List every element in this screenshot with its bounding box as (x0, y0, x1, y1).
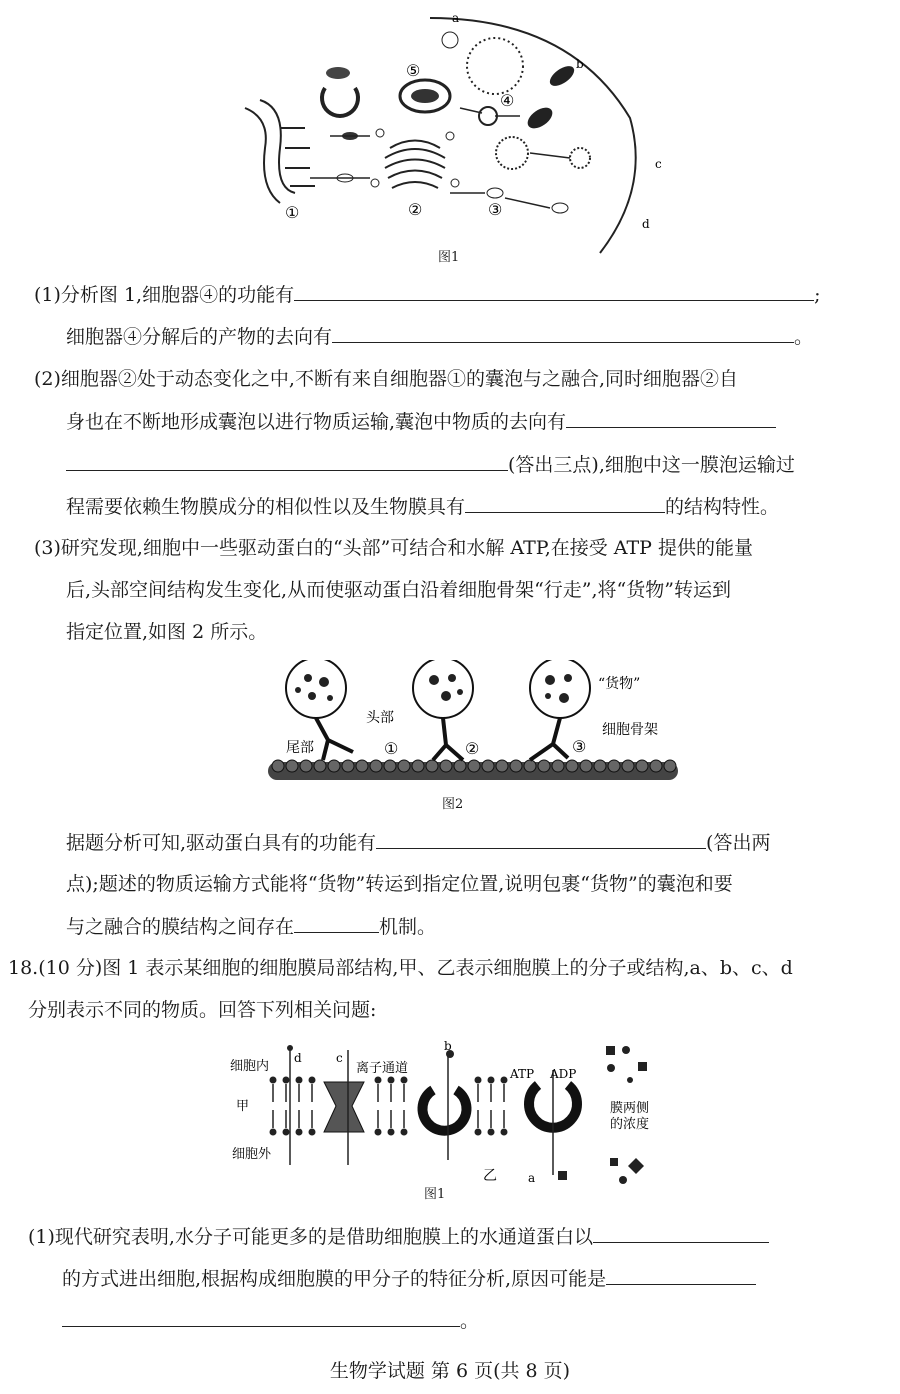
label-atp: ATP (510, 1067, 535, 1081)
answer-blank[interactable] (606, 1266, 756, 1285)
q18-part1-line2: 的方式进出细胞,根据构成细胞膜的甲分子的特征分析,原因可能是 (62, 1266, 756, 1291)
label-yi: 乙 (483, 1168, 497, 1184)
answer-blank[interactable] (294, 914, 379, 933)
q17-part2-line2: 身也在不断地形成囊泡以进行物质运输,囊泡中物质的去向有 (66, 409, 776, 434)
label-b: b (576, 57, 584, 71)
label-d: d (294, 1051, 302, 1065)
label-organelle-4: ④ (500, 91, 515, 110)
label-cell-inside: 细胞内 (230, 1059, 270, 1074)
figure-1-caption: 图1 (438, 250, 460, 265)
answer-blank[interactable] (465, 494, 665, 513)
cell-organelle-figure (230, 8, 670, 268)
q17-part2-line1: (2)细胞器②处于动态变化之中,不断有来自细胞器①的囊泡与之融合,同时细胞器②自 (34, 368, 738, 390)
label-d: d (642, 217, 650, 231)
label-step-3: ③ (572, 737, 587, 756)
label-organelle-3: ③ (488, 200, 503, 219)
label-ion-channel: 离子通道 (356, 1061, 409, 1076)
q17-part3-line5: 点);题述的物质运输方式能将“货物”转运到指定位置,说明包裹“货物”的囊泡和要 (66, 873, 733, 895)
answer-blank[interactable] (62, 1308, 460, 1327)
label-step-2: ② (465, 739, 480, 758)
answer-blank[interactable] (593, 1224, 769, 1243)
q18-intro-line2: 分别表示不同的物质。回答下列相关问题: (28, 999, 377, 1021)
cell-membrane-figure (228, 1040, 668, 1200)
answer-blank[interactable] (566, 409, 776, 428)
figure-3-caption: 图1 (424, 1187, 446, 1202)
label-a: a (528, 1171, 536, 1185)
answer-blank[interactable] (376, 830, 706, 849)
label-cell-outside: 细胞外 (232, 1147, 272, 1162)
q17-part3-line3: 指定位置,如图 2 所示。 (66, 621, 268, 643)
answer-blank[interactable] (332, 324, 794, 343)
q17-part1-line1: (1)分析图 1,细胞器④的功能有 ; (34, 284, 821, 306)
label-cytoskeleton: 细胞骨架 (602, 722, 658, 738)
q17-part3-line4: 据题分析可知,驱动蛋白具有的功能有 (答出两 (66, 832, 771, 854)
label-c: c (336, 1051, 343, 1065)
label-organelle-2: ② (408, 200, 423, 219)
motor-protein-figure (268, 660, 688, 810)
answer-blank[interactable] (66, 452, 508, 471)
label-organelle-1: ① (285, 203, 300, 222)
label-b: b (444, 1040, 452, 1053)
label-cargo: “货物” (598, 676, 641, 692)
label-c: c (655, 157, 662, 171)
label-concentration-1: 膜两侧 (610, 1101, 650, 1116)
q17-part3-line2: 后,头部空间结构发生变化,从而使驱动蛋白沿着细胞骨架“行走”,将“货物”转运到 (66, 579, 731, 601)
label-jia: 甲 (236, 1099, 250, 1114)
label-head: 头部 (366, 710, 394, 726)
q18-part1-line1: (1)现代研究表明,水分子可能更多的是借助细胞膜上的水通道蛋白以 (28, 1224, 769, 1249)
label-organelle-5: ⑤ (406, 61, 421, 80)
q18-part1-line3: 。 (62, 1308, 479, 1333)
answer-blank[interactable] (294, 282, 814, 301)
label-tail: 尾部 (286, 740, 314, 756)
label-concentration-2: 的浓度 (610, 1117, 650, 1132)
label-adp: ADP (550, 1067, 577, 1081)
q17-part3-line6: 与之融合的膜结构之间存在 机制。 (66, 916, 437, 938)
label-step-1: ① (384, 739, 399, 758)
q17-part2-line3: (答出三点),细胞中这一膜泡运输过 (66, 452, 795, 477)
q18-intro-line1: 18.(10 分)图 1 表示某细胞的细胞膜局部结构,甲、乙表示细胞膜上的分子或结构,a、b、c、d (8, 957, 793, 979)
q17-part3-line1: (3)研究发现,细胞中一些驱动蛋白的“头部”可结合和水解 ATP,在接受 ATP 提供的能量 (34, 537, 753, 559)
figure-2-caption: 图2 (442, 797, 464, 812)
q17-part1-line2: 细胞器④分解后的产物的去向有 。 (66, 326, 814, 348)
page-footer: 生物学试题 第 6 页(共 8 页) (329, 1360, 571, 1382)
label-a: a (452, 11, 460, 25)
q17-part2-line4: 程需要依赖生物膜成分的相似性以及生物膜具有 的结构特性。 (66, 496, 780, 518)
